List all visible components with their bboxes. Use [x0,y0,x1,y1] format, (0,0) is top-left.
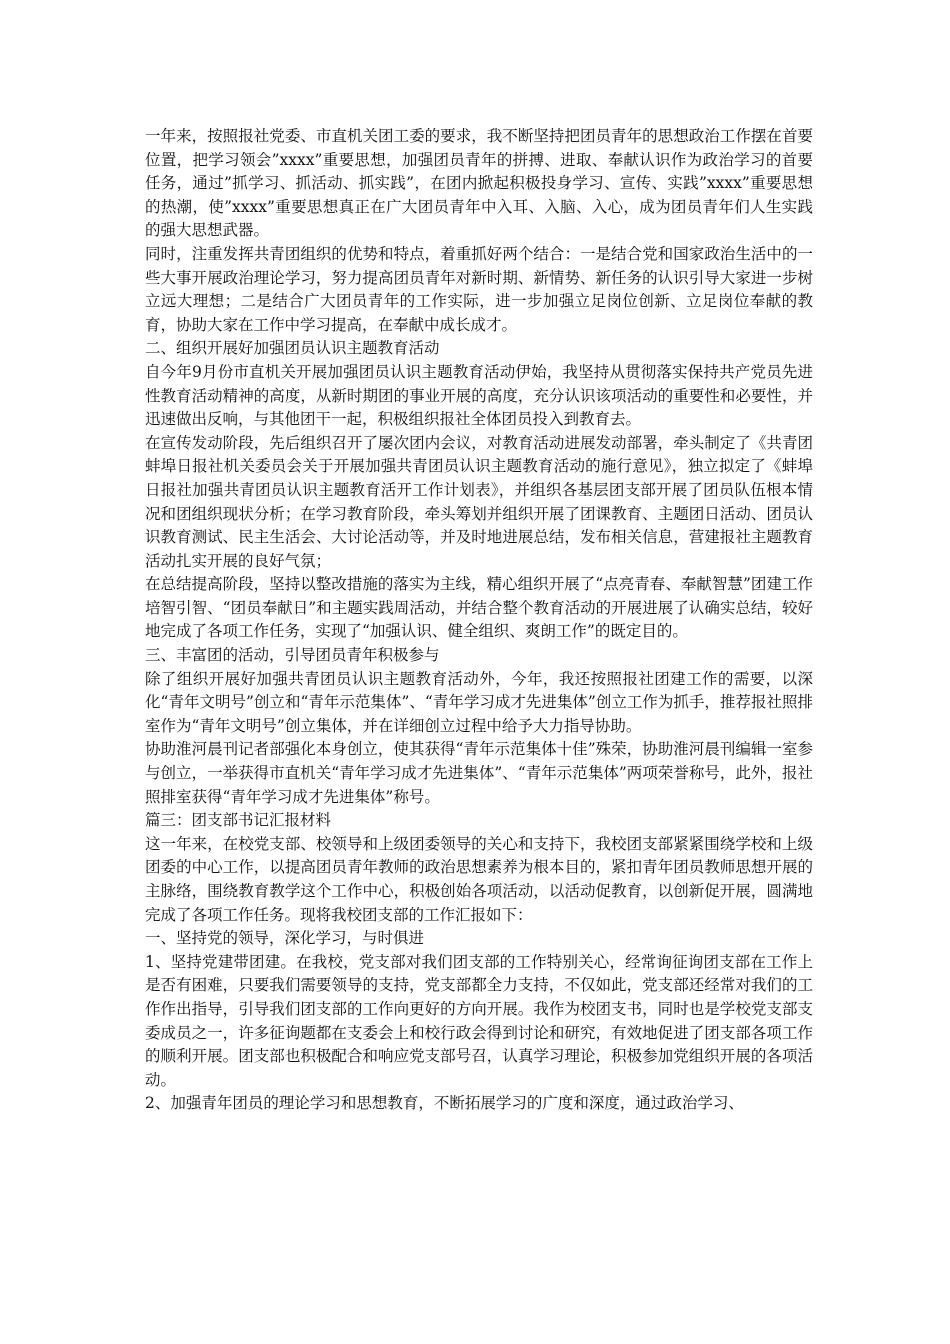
section-heading: 二、组织开展好加强团员认识主题教育活动 [145,339,440,358]
paragraph: 2、加强青年团员的理论学习和思想教育，不断拓展学习的广度和深度，通过政治学习、 [145,1094,744,1113]
paragraph: 在宣传发动阶段，先后组织召开了屡次团内会议，对教育活动进展发动部署，牵头制定了《共青团蚌埠日报社机关委员会关于开展加强共青团员认识主题教育活动的施行意见》，独立拟定了《蚌埠日报社加强共青团员认识主题教育活开工作计划表》，并组织各基层团支部开展了团员队伍根本情况和团组织现状分析；在学习教育阶段，牵头筹划并组织开展了团课教育、主题团日活动、团员认识教育测试、民主生活会、大讨论活动等，并及时地进展总结，发布相关信息，营建报社主题教育活动扎实开展的良好气氛； [145,433,813,570]
paragraph: 一年来，按照报社党委、市直机关团工委的要求，我不断坚持把团员青年的思想政治工作摆在首要位置，把学习领会”xxxx”重要思想，加强团员青年的拼搏、进取、奉献认识作为政治学习的首要任务，通过”抓学习、抓活动、抓实践”，在团内掀起积极投身学习、宣传、实践”xxxx”重要思想的热潮，使”xxxx”重要思想真正在广大团员青年中入耳、入脑、入心，成为团员青年们人生实践的强大思想武器。 [145,127,813,240]
paragraph: 除了组织开展好加强共青团员认识主题教育活动外，今年，我还按照报社团建工作的需要，以深化“青年文明号”创立和“青年示范集体”、“青年学习成才先进集体”创立工作为抓手，推荐报社照排室作为“青年文明号”创立集体，并在详细创立过程中给予大力指导协助。 [145,669,813,735]
paragraph: 1、坚持党建带团建。在我校，党支部对我们团支部的工作特别关心，经常询征询团支部在工作上是否有困难，只要我们需要领导的支持，党支部都全力支持，不仅如此，党支部还经常对我们的工作作出指导，引导我们团支部的工作向更好的方向开展。我作为校团支书，同时也是学校党支部支委成员之一，许多征询题都在支委会上和校行政会得到讨论和研究，有效地促进了团支部各项工作的顺利开展。团支部也积极配合和响应党支部号召，认真学习理论，积极参加党组织开展的各项活动。 [145,952,813,1089]
section-heading: 三、丰富团的活动，引导团员青年积极参与 [145,646,440,665]
paragraph: 在总结提高阶段，坚持以整改措施的落实为主线，精心组织开展了“点亮青春、奉献智慧”团建工作培智引智、“团员奉献日”和主题实践周活动，并结合整个教育活动的开展进展了认确实总结，较好地完成了各项工作任务，实现了“加强认识、健全组织、爽朗工作”的既定目的。 [145,575,813,641]
document-body [145,125,813,1116]
paragraph: 自今年9月份市直机关开展加强团员认识主题教育活动伊始，我坚持从贯彻落实保持共产党员先进性教育活动精神的高度，从新时期团的事业开展的高度，充分认识该项活动的重要性和必要性，并迅速做出反响，与其他团干一起，积极组织报社全体团员投入到教育去。 [145,362,813,429]
section-heading: 一、坚持党的领导，深化学习，与时俱进 [145,929,425,948]
paragraph: 同时，注重发挥共青团组织的优势和特点，着重抓好两个结合：一是结合党和国家政治生活中的一些大事开展政治理论学习，努力提高团员青年对新时期、新情势、新任务的认识引导大家进一步树立远大理想；二是结合广大团员青年的工作实际，进一步加强立足岗位创新、立足岗位奉献的教育，协助大家在工作中学习提高，在奉献中成长成才。 [145,244,813,334]
chapter-heading: 篇三：团支部书记汇报材料 [145,811,332,830]
paragraph: 这一年来，在校党支部、校领导和上级团委领导的关心和支持下，我校团支部紧紧围绕学校和上级团委的中心工作，以提高团员青年教师的政治思想素养为根本目的，紧扣青年团员教师思想开展的主脉络，围绕教育教学这个工作中心，积极创始各项活动，以活动促教育，以创新促开展，圆满地完成了各项工作任务。现将我校团支部的工作汇报如下： [145,834,813,924]
paragraph: 协助淮河晨刊记者部强化本身创立，使其获得“青年示范集体十佳”殊荣，协助淮河晨刊编辑一室参与创立，一举获得市直机关“青年学习成才先进集体”、“青年示范集体”两项荣誉称号，此外，报社照排室获得“青年学习成才先进集体”称号。 [145,740,813,806]
